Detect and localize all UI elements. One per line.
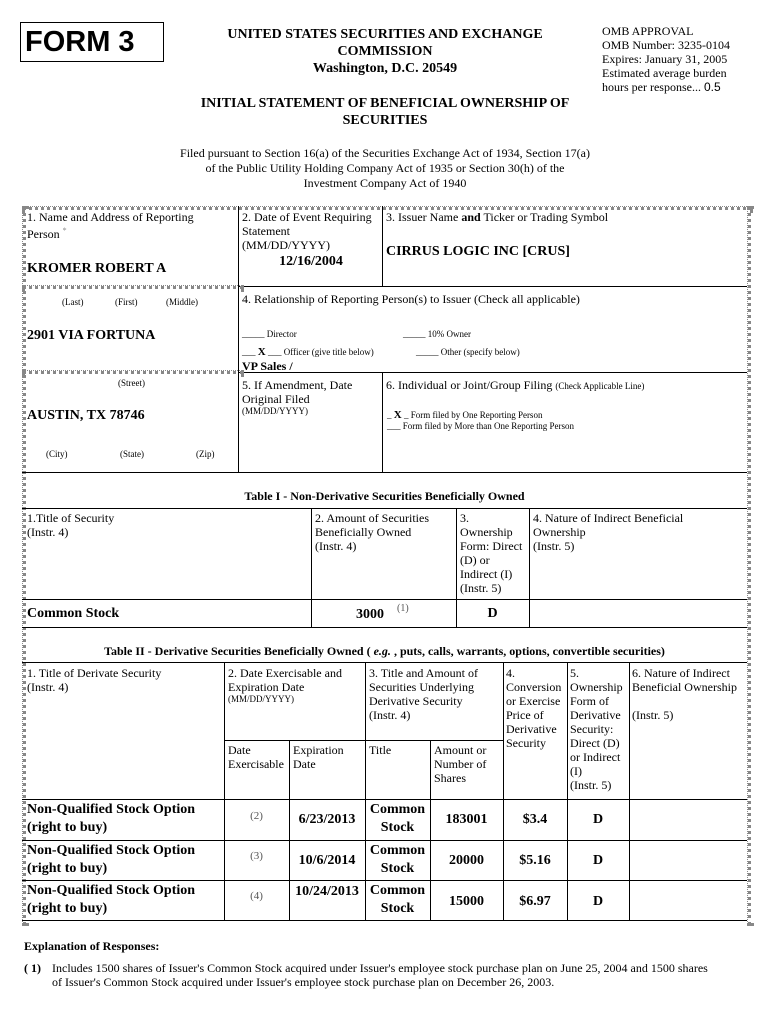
table1-title: Table I - Non-Derivative Securities Beneficially Owned: [244, 489, 525, 503]
footnote-1-text: Includes 1500 shares of Issuer's Common Stock acquired under Issuer's employee stock purchase plan on June 25, 2004 and 1500 shares of Issuer's Common Stock acquired under Issuer's employee stock purchase plan on December 26, 2003.: [52, 961, 708, 989]
table2-row2-bottom: [22, 880, 747, 881]
frame-right: [747, 206, 751, 926]
form-label-box: [20, 22, 164, 62]
box3-label: 3. Issuer Name and Ticker or Trading Symbol: [386, 210, 609, 224]
reporting-person-name: KROMER ROBERT A: [27, 261, 167, 276]
zip-label: (Zip): [196, 449, 215, 459]
last-label: (Last): [62, 297, 84, 307]
table2-title: Table II - Derivative Securities Beneficially Owned ( e.g. , puts, calls, warrants, options, convertible securities): [104, 644, 665, 658]
derivative-title: Non-Qualified Stock Option (right to buy): [27, 802, 196, 835]
table1-col3-header: 3. Ownership Form: Direct (D) or Indirect (I) (Instr. 5): [460, 511, 523, 595]
city-state-zip: AUSTIN, TX 78746: [27, 408, 145, 423]
table1-header-top: [22, 508, 747, 509]
underlying-shares: 15000: [449, 894, 484, 909]
underlying-shares: 20000: [449, 853, 484, 868]
form-label: FORM 3: [25, 26, 135, 58]
statement-title: INITIAL STATEMENT OF BENEFICIAL OWNERSHIP OF SECURITIES: [200, 96, 570, 128]
filed-pursuant-text: Filed pursuant to Section 16(a) of the Securities Exchange Act of 1934, Section 17(a) of the Public Utility Holding Company Act of 1935 or Section 30(h) of the Investment Company Act of 1940: [180, 146, 590, 190]
divider-box2-3: [382, 206, 383, 286]
city-label: (City): [46, 449, 68, 459]
box6-label: 6. Individual or Joint/Group Filing (Check Applicable Line): [386, 378, 645, 392]
divider-box1: [238, 206, 239, 472]
table1-amount: 3000: [356, 607, 384, 622]
table1-footnote-ref: (1): [397, 603, 409, 614]
divider-table1-top: [22, 472, 747, 473]
table2-header-bottom: [22, 799, 747, 800]
table2-col5-header: 5. Ownership Form of Derivative Security: Direct (D) or Indirect (I) (Instr. 5): [570, 666, 623, 792]
table2-div-6: [629, 662, 630, 920]
underlying-title: Common Stock: [369, 802, 426, 835]
expiration-date: 10/24/2013: [295, 884, 359, 899]
exercise-price: $6.97: [519, 894, 551, 909]
ownership-form: D: [592, 812, 604, 827]
table1-ownership-form: D: [487, 606, 498, 621]
table1-col4-header: 4. Nature of Indirect Beneficial Ownership (Instr. 5): [533, 511, 684, 553]
table2-col4-header: 4. Conversion or Exercise Price of Derivative Security: [506, 666, 562, 750]
omb-approval: OMB APPROVAL OMB Number: 3235-0104 Expires: January 31, 2005 Estimated average burden hours per response... 0.5: [602, 24, 730, 94]
table2-col3-sub2: Amount or Number of Shares: [434, 743, 487, 785]
table1-security-title: Common Stock: [27, 606, 120, 621]
table2-row1-bottom: [22, 840, 747, 841]
street-label: (Street): [118, 378, 145, 388]
officer-title: VP Sales /: [242, 359, 293, 373]
table2-div-1: [224, 662, 225, 920]
exercise-price: $3.4: [522, 812, 548, 827]
officer-option: ___ X ___ Officer (give title below): [242, 346, 374, 358]
divider-box1-street: [22, 370, 244, 374]
derivative-title: Non-Qualified Stock Option (right to buy): [27, 843, 196, 876]
street-address: 2901 VIA FORTUNA: [27, 328, 156, 343]
derivative-title: Non-Qualified Stock Option (right to buy): [27, 883, 196, 916]
table2-subheader-line: [224, 740, 503, 741]
omb-burden-value: 0.5: [703, 80, 721, 94]
asterisk-footnote: *: [62, 226, 67, 235]
table2-col2-header: 2. Date Exercisable and Expiration Date (MM/DD/YYYY): [228, 666, 342, 704]
table2-col2-sub2: Expiration Date: [293, 743, 344, 771]
divider-box1-name: [22, 285, 244, 289]
more-person-option: ___ Form filed by More than One Reporting Person: [387, 421, 574, 431]
table1-col2-header: 2. Amount of Securities Beneficially Owned (Instr. 4): [315, 511, 429, 553]
other-option: _____ Other (specify below): [416, 347, 520, 357]
date-exercisable-footnote: (4): [250, 890, 263, 902]
divider-box5-top: [238, 372, 747, 373]
table2-header-top: [22, 662, 747, 663]
table2-col1-header: 1. Title of Derivate Security (Instr. 4): [27, 666, 162, 694]
officer-check-mark: X: [257, 346, 266, 358]
underlying-title: Common Stock: [369, 883, 426, 916]
first-label: (First): [115, 297, 138, 307]
box2-label: 2. Date of Event Requiring Statement (MM/DD/YYYY): [242, 210, 372, 252]
footnote-1-marker: ( 1): [24, 961, 41, 975]
ten-pct-owner-option: _____ 10% Owner: [403, 329, 471, 339]
table2-col3-header: 3. Title and Amount of Securities Underlying Derivative Security (Instr. 4): [369, 666, 479, 722]
issuer-name: CIRRUS LOGIC INC [CRUS]: [386, 244, 570, 259]
table2-col3-sub1: Title: [369, 743, 392, 757]
state-label: (State): [120, 449, 144, 459]
table2-row3-bottom: [22, 920, 747, 921]
one-person-option: _ X _ Form filed by One Reporting Person: [387, 409, 543, 421]
divider-box4-top: [238, 286, 747, 287]
ownership-form: D: [592, 894, 604, 909]
table2-col2-sub1: Date Exercisable: [228, 743, 284, 771]
expiration-date: 6/23/2013: [298, 812, 356, 827]
director-option: _____ Director: [242, 329, 297, 339]
agency-name: UNITED STATES SECURITIES AND EXCHANGE COMMISSION Washington, D.C. 20549: [227, 27, 543, 76]
box5-label: 5. If Amendment, Date Original Filed (MM/DD/YYYY): [242, 378, 353, 416]
event-date: 12/16/2004: [279, 254, 343, 269]
underlying-title: Common Stock: [369, 843, 426, 876]
explanation-heading: Explanation of Responses:: [24, 939, 160, 953]
date-exercisable-footnote: (3): [250, 850, 263, 862]
ownership-form: D: [592, 853, 604, 868]
middle-label: (Middle): [166, 297, 198, 307]
divider-box5-6: [382, 372, 383, 472]
box1-label: 1. Name and Address of Reporting Person *: [27, 210, 194, 241]
table1-row-bottom: [22, 627, 747, 628]
table2-col6-header: 6. Nature of Indirect Beneficial Ownership (Instr. 5): [632, 666, 737, 722]
exercise-price: $5.16: [519, 853, 551, 868]
underlying-shares: 183001: [445, 812, 488, 827]
table2-div-5: [567, 662, 568, 920]
table1-div-c: [529, 508, 530, 627]
table1-header-bottom: [22, 599, 747, 600]
table1-col1-header: 1.Title of Security (Instr. 4): [27, 511, 115, 539]
table2-div-4: [503, 662, 504, 920]
one-person-check-mark: X: [393, 409, 402, 421]
expiration-date: 10/6/2014: [298, 853, 356, 868]
frame-left: [22, 206, 26, 926]
box4-label: 4. Relationship of Reporting Person(s) to Issuer (Check all applicable): [242, 292, 580, 306]
table1-div-a: [311, 508, 312, 627]
date-exercisable-footnote: (2): [250, 810, 263, 822]
